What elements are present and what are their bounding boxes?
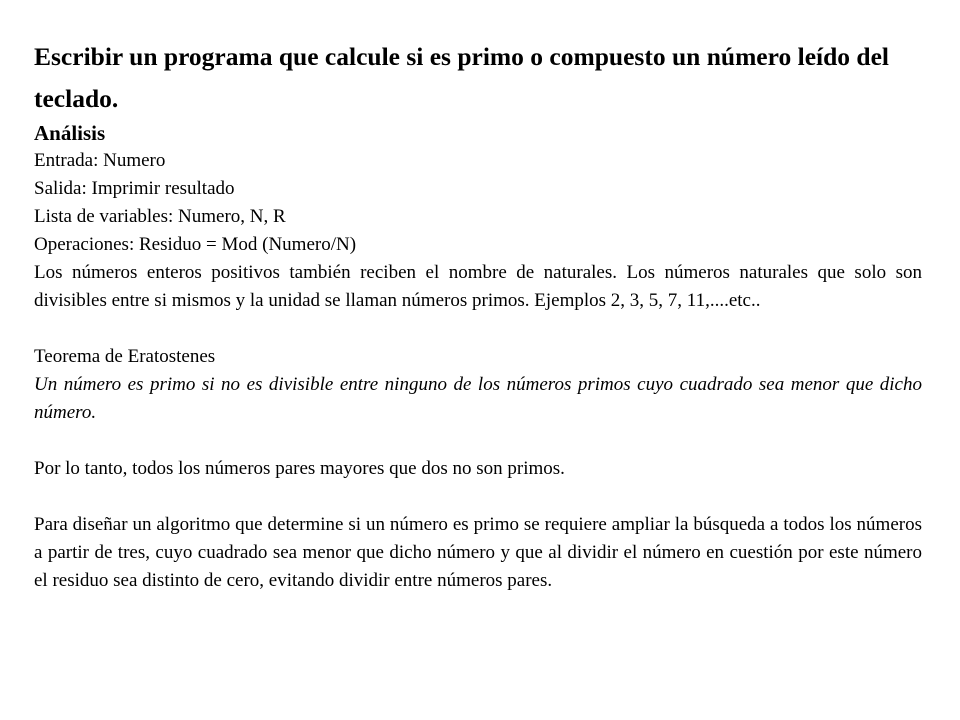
slide-content — [34, 36, 922, 595]
variables-line: Lista de variables: Numero, N, R — [34, 206, 286, 227]
spacer — [34, 483, 922, 511]
spacer — [34, 315, 922, 343]
spacer — [34, 427, 922, 455]
operations-line: Operaciones: Residuo = Mod (Numero/N) — [34, 234, 357, 255]
theorem-title: Teorema de Eratostenes — [34, 346, 216, 367]
even-numbers-paragraph: Por lo tanto, todos los números pares mayores que dos no son primos. — [34, 458, 565, 479]
natural-numbers-paragraph: Los números enteros positivos también reciben el nombre de naturales. Los números naturales que solo son divisibles entre si mismos y la unidad se llaman números primos. Ejemplos 2, 3, 5, 7, 11,....etc.. — [34, 262, 922, 311]
theorem-text: Un número es primo si no es divisible entre ninguno de los números primos cuyo cuadrado sea menor que dicho número. — [34, 374, 922, 423]
analysis-heading: Análisis — [34, 121, 106, 145]
slide-title: Escribir un programa que calcule si es primo o compuesto un número leído del teclado. — [34, 42, 889, 113]
algorithm-paragraph: Para diseñar un algoritmo que determine si un número es primo se requiere ampliar la búsqueda a todos los números a partir de tres, cuyo cuadrado sea menor que dicho número y que al dividir el número en cuestión por este número el residuo sea distinto de cero, evitando dividir entre números pares. — [34, 514, 922, 591]
input-line: Entrada: Numero — [34, 150, 166, 171]
output-line: Salida: Imprimir resultado — [34, 178, 235, 199]
